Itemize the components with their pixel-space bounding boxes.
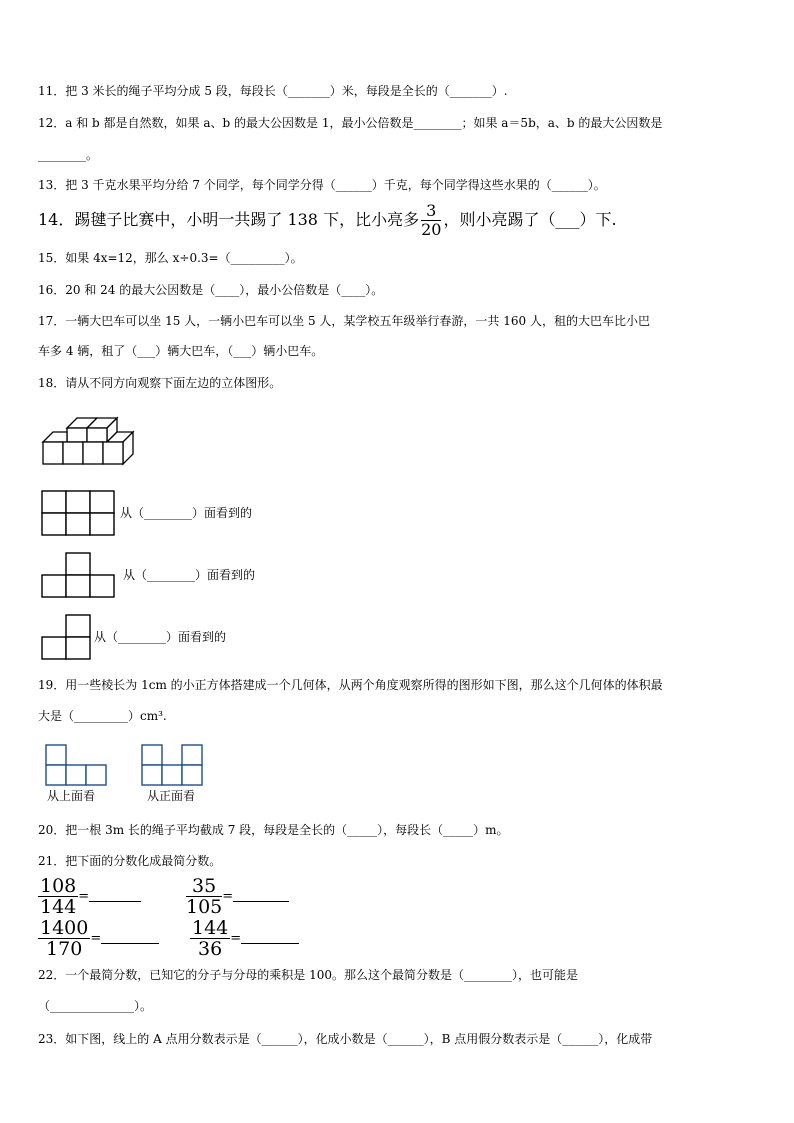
question-11: 11．把 3 米长的绳子平均分成 5 段，每段长（_______）米，每段是全长的（_______）. xyxy=(38,84,508,98)
question-17-line2: 车多 4 辆，租了（___）辆大巴车，（___）辆小巴车。 xyxy=(38,344,324,358)
equals-sign: = xyxy=(230,931,242,946)
answer-blank[interactable] xyxy=(101,943,159,944)
fraction-numerator: 35 xyxy=(186,876,222,897)
question-22-line1: 22．一个最简分数，已知它的分子与分母的乘积是 100。那么这个最简分数是（________），也可能是 xyxy=(38,968,578,982)
equals-sign: = xyxy=(78,889,90,904)
question-14-fraction xyxy=(421,202,441,239)
fraction-item xyxy=(190,918,299,959)
question-20: 20．把一根 3m 长的绳子平均截成 7 段，每段是全长的（_____），每段长（_____）m。 xyxy=(38,823,509,837)
fraction-denominator: 36 xyxy=(198,938,223,960)
view-grid-3x2 xyxy=(41,490,115,536)
question-22-line2: （______________）。 xyxy=(38,999,153,1013)
question-14-text-pre: 14．踢毽子比赛中，小明一共踢了 138 下，比小亮多 xyxy=(38,210,420,229)
view-1-label: 从（________）面看到的 xyxy=(120,506,253,520)
view-pyramid-shape xyxy=(41,552,115,598)
fraction-denominator: 170 xyxy=(46,938,83,960)
fraction-item xyxy=(186,876,289,917)
question-12-line2: ________。 xyxy=(38,148,99,162)
fraction-numerator: 3 xyxy=(421,202,441,221)
question-21: 21．把下面的分数化成最简分数。 xyxy=(38,854,222,868)
top-view-label: 从上面看 xyxy=(47,789,96,803)
fraction-item xyxy=(38,876,141,917)
fraction-numerator: 1400 xyxy=(40,917,89,939)
fraction-denominator: 144 xyxy=(40,896,77,918)
fraction-numerator: 144 xyxy=(192,917,229,939)
fraction-item xyxy=(38,918,159,959)
view-l-shape xyxy=(41,614,91,660)
top-view-figure xyxy=(45,744,109,786)
question-14-text-post: ，则小亮踢了（___）下. xyxy=(443,210,617,229)
question-23: 23．如下图，线上的 A 点用分数表示是（______），化成小数是（______），B 点用假分数表示是（______），化成带 xyxy=(38,1032,653,1046)
equals-sign: = xyxy=(90,931,102,946)
answer-blank[interactable] xyxy=(233,901,289,902)
fraction-denominator: 20 xyxy=(421,220,442,239)
question-17-line1: 17．一辆大巴车可以坐 15 人，一辆小巴车可以坐 5 人，某学校五年级举行春游，一共 160 人，租的大巴车比小巴 xyxy=(38,314,650,328)
question-12-line1: 12．a 和 b 都是自然数，如果 a、b 的最大公因数是 1，最小公倍数是________；如果 a＝5b，a、b 的最大公因数是 xyxy=(38,116,663,130)
question-19-line2: 大是（_________）cm³. xyxy=(38,709,167,723)
equals-sign: = xyxy=(222,889,234,904)
cube-structure-3d xyxy=(40,416,136,466)
front-view-label: 从正面看 xyxy=(147,789,196,803)
question-14 xyxy=(38,202,617,239)
answer-blank[interactable] xyxy=(89,901,141,902)
question-15: 15．如果 4x=12，那么 x÷0.3=（_________）。 xyxy=(38,251,303,265)
front-view-figure xyxy=(141,744,205,786)
view-3-label: 从（________）面看到的 xyxy=(94,630,227,644)
view-2-label: 从（________）面看到的 xyxy=(123,568,256,582)
fraction-numerator: 108 xyxy=(40,875,77,897)
question-16: 16．20 和 24 的最大公因数是（____），最小公倍数是（____）。 xyxy=(38,283,384,297)
question-18: 18．请从不同方向观察下面左边的立体图形。 xyxy=(38,376,282,390)
fraction-denominator: 105 xyxy=(186,896,223,918)
question-13: 13．把 3 千克水果平均分给 7 个同学，每个同学分得（______）千克，每个同学得这些水果的（______）。 xyxy=(38,178,606,192)
answer-blank[interactable] xyxy=(241,943,299,944)
question-19-line1: 19．用一些棱长为 1cm 的小正方体搭建成一个几何体，从两个角度观察所得的图形如下图，那么这个几何体的体积最 xyxy=(38,678,663,692)
